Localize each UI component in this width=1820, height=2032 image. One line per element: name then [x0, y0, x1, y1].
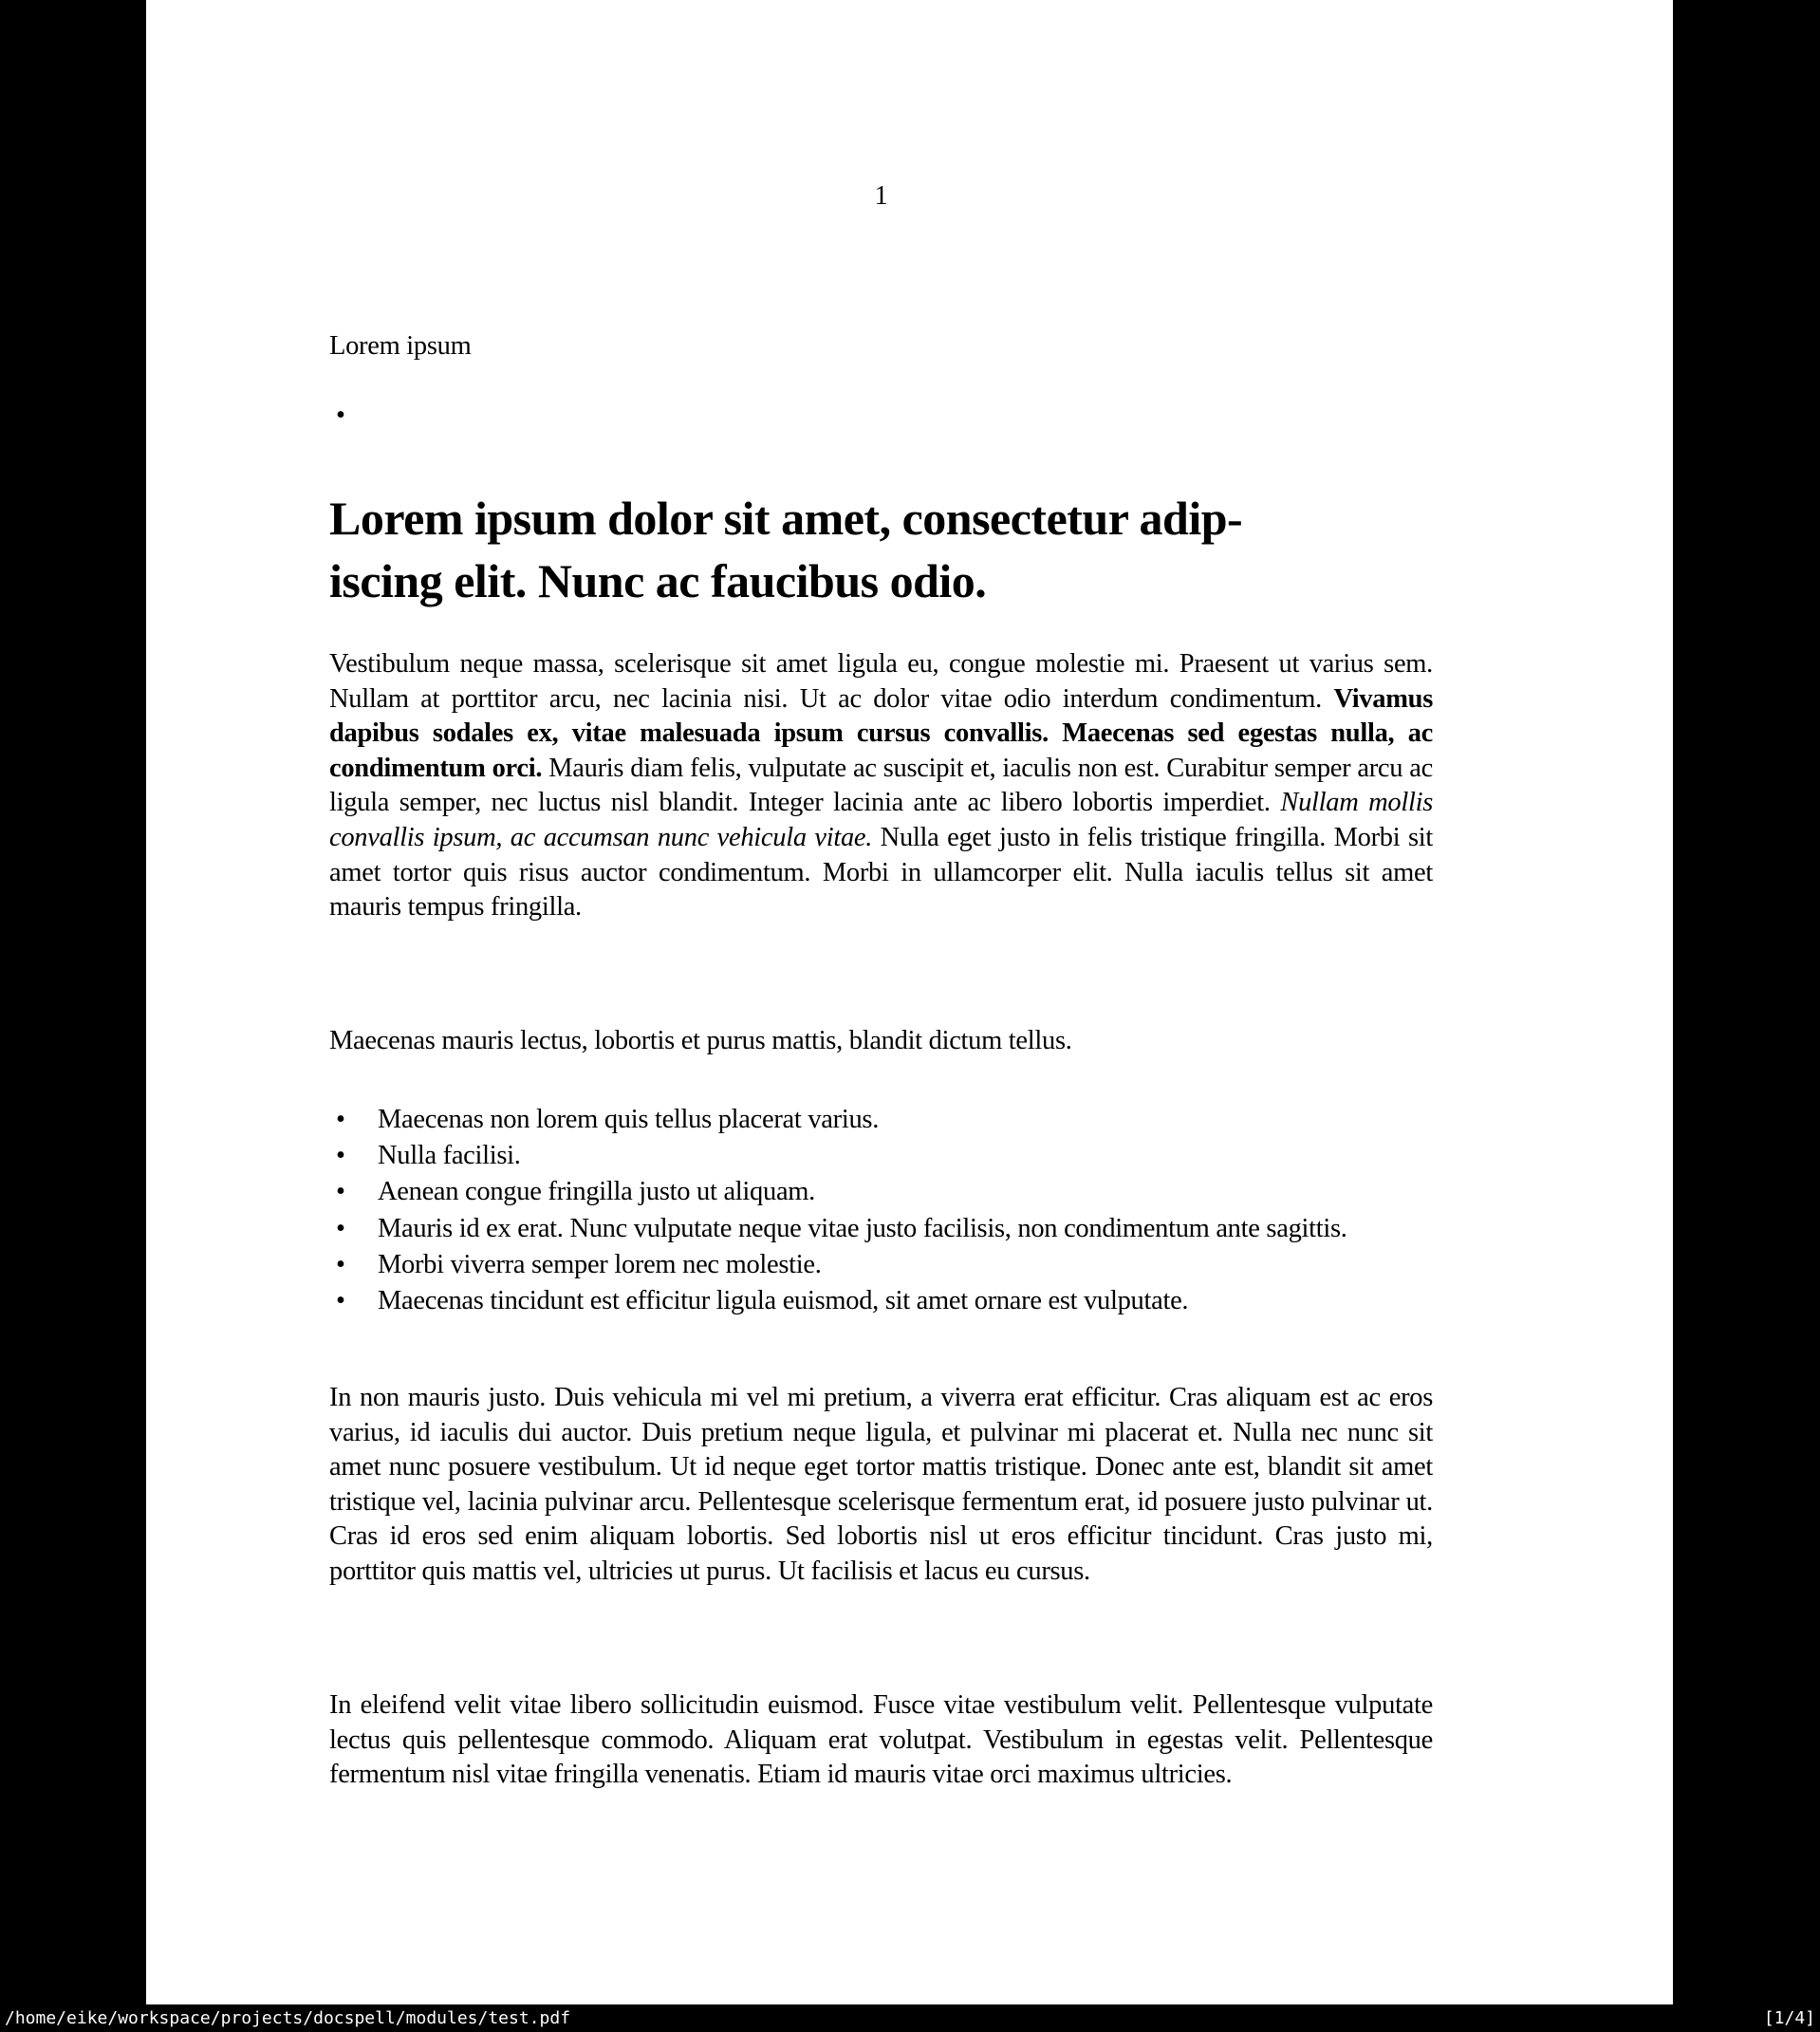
list-item-text: Mauris id ex erat. Nunc vulputate neque vitae justo facilisis, non condimentum ante sagittis. — [378, 1213, 1347, 1243]
list-item-text: Morbi viverra semper lorem nec molestie. — [378, 1249, 822, 1279]
body-paragraph-1 — [329, 647, 1433, 925]
bullet-list — [329, 1102, 1433, 1319]
list-item — [329, 1138, 1433, 1174]
list-item-text: Maecenas non lorem quis tellus placerat varius. — [378, 1105, 880, 1134]
paragraph-segment-bold: Vivamus dapibus sodales ex, vitae malesuada ipsum cursus convallis. Maecenas sed egestas nulla, ac condimentum orci. — [329, 683, 1433, 783]
bullet-icon: • — [336, 1213, 345, 1243]
body-paragraph-4: In eleifend velit vitae libero sollicitudin euismod. Fusce vitae vestibulum velit. Pellentesque vulputate lectus quis pellentesque commodo. Aliquam erat volutpat. Vestibulum in egestas velit. Pellentesque fermentum nisl vitae fringilla venenatis. Etiam id mauris vitae orci maximus ultricies. — [329, 1690, 1433, 1790]
empty-bullet-item — [329, 399, 1433, 434]
list-item-text: Aenean congue fringilla justo ut aliquam. — [378, 1177, 815, 1207]
heading-line: iscing elit. Nunc ac faucibus odio. — [329, 554, 987, 607]
paragraph-segment: Nulla eget justo in felis tristique fringilla. Morbi sit amet tortor quis risus auctor condimentum. Morbi in ullamcorper elit. Nulla iaculis tellus sit amet mauris tempus fringilla. — [329, 822, 1433, 923]
list-item — [329, 1283, 1433, 1319]
bullet-icon: • — [336, 1141, 345, 1171]
heading-line: Lorem ipsum dolor sit amet, consectetur adip- — [329, 492, 1243, 545]
bullet-icon: • — [336, 1177, 345, 1207]
page-number: 1 — [874, 181, 888, 211]
intro-paragraph: Lorem ipsum — [329, 331, 472, 361]
statusbar-filepath: /home/eike/workspace/projects/docspell/modules/test.pdf — [5, 2008, 571, 2028]
paragraph-segment-italic: Nullam mollis convallis ipsum, ac accumsan nunc vehicula vitae. — [329, 788, 1433, 852]
bullet-icon: • — [336, 401, 345, 430]
body-paragraph-3: In non mauris justo. Duis vehicula mi vel mi pretium, a viverra erat efficitur. Cras aliquam est ac eros varius, id iaculis dui auctor. Duis pretium neque ligula, et pulvinar mi placerat et. Nulla nec nunc sit amet nunc posuere vestibulum. Ut id neque eget tortor mattis tristique. Donec ante est, blandit sit amet tristique vel, lacinia pulvinar arcu. Pellentesque scelerisque fermentum erat, id posuere justo pulvinar ut. Cras id eros sed enim aliquam lobortis. Sed lobortis nisl ut eros efficitur tincidunt. Cras justo mi, porttitor quis mattis vel, ultricies ut purus. Ut facilisis et lacus eu cursus. — [329, 1383, 1433, 1586]
list-item — [329, 1247, 1433, 1283]
statusbar — [0, 2004, 1820, 2032]
paragraph-segment: Vestibulum neque massa, scelerisque sit amet ligula eu, congue molestie mi. Praesent ut varius sem. Nullam at porttitor arcu, nec lacinia nisi. Ut ac dolor vitae odio interdum condimentum. — [329, 649, 1433, 714]
bullet-icon: • — [336, 1249, 345, 1279]
statusbar-page-indicator: [1/4] — [1763, 2008, 1815, 2028]
list-item — [329, 1211, 1433, 1247]
list-item-text: Maecenas tincidunt est efficitur ligula euismod, sit amet ornare est vulputate. — [378, 1286, 1189, 1316]
paragraph-segment: Mauris diam felis, vulputate ac suscipit et, iaculis non est. Curabitur semper arcu ac ligula semper, nec luctus nisl blandit. Integer lacinia ante ac libero lobortis imperdiet. — [329, 753, 1433, 818]
section-heading — [329, 487, 1433, 612]
bullet-icon: • — [336, 1105, 345, 1134]
bullet-icon: • — [336, 1286, 345, 1316]
pdf-page[interactable] — [146, 0, 1673, 2004]
body-paragraph-2: Maecenas mauris lectus, lobortis et purus mattis, blandit dictum tellus. — [329, 1026, 1072, 1055]
list-item — [329, 1174, 1433, 1210]
list-item-text: Nulla facilisi. — [378, 1141, 521, 1171]
list-item — [329, 1102, 1433, 1138]
